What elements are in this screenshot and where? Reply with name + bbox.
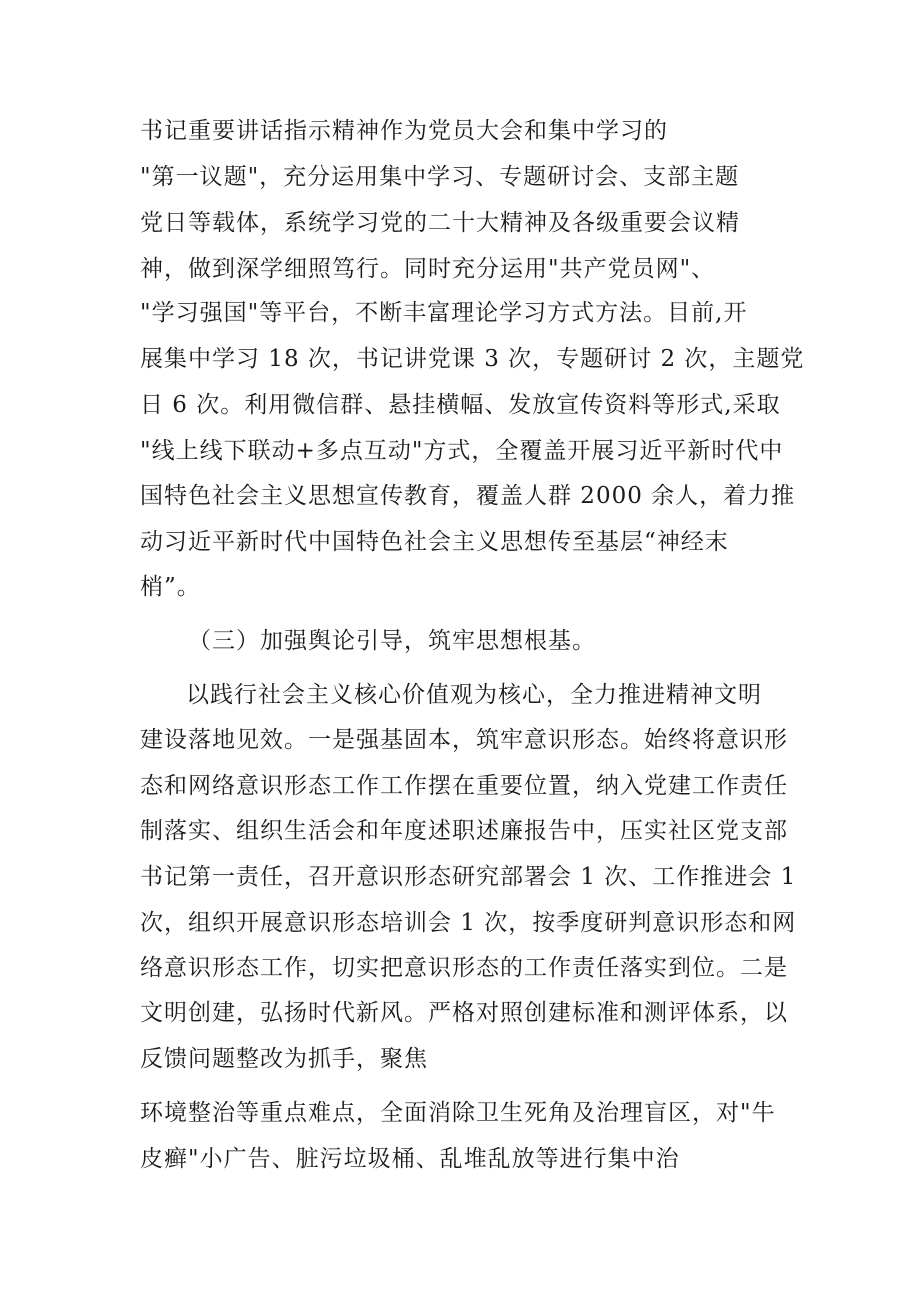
paragraph-line: 党日等载体，系统学习党的二十大精神及各级重要会议精 (140, 210, 740, 236)
paragraph-line: 建设落地见效。一是强基固本，筑牢意识形态。始终将意识形 (140, 727, 788, 753)
paragraph-line: "线上线下联动+多点互动"方式，全覆盖开展习近平新时代中 (140, 438, 784, 464)
paragraph-line: 文明创建，弘扬时代新风。严格对照创建标准和测评体系，以 (140, 1000, 788, 1026)
paragraph-line: 书记重要讲话指示精神作为党员大会和集中学习的 (140, 118, 668, 144)
paragraph-line: "学习强国"等平台，不断丰富理论学习方式方法。目前,开 (140, 300, 748, 326)
paragraph-line: 态和网络意识形态工作工作摆在重要位置，纳入党建工作责任 (140, 773, 788, 799)
section-heading: （三）加强舆论引导，筑牢思想根基。 (188, 628, 596, 654)
paragraph-line: 反馈问题整改为抓手，聚焦 (140, 1046, 428, 1072)
paragraph-line: 次，组织开展意识形态培训会 1 次，按季度研判意识形态和网 (140, 910, 797, 936)
paragraph-line: 展集中学习 18 次，书记讲党课 3 次，专题研讨 2 次，主题党 (140, 346, 805, 372)
paragraph-line: 日 6 次。利用微信群、悬挂横幅、发放宣传资料等形式,采取 (140, 392, 781, 418)
paragraph-line: 皮癣"小广告、脏污垃圾桶、乱堆乱放等进行集中治 (140, 1146, 680, 1172)
paragraph-line: 制落实、组织生活会和年度述职述廉报告中，压实社区党支部 (140, 818, 788, 844)
paragraph-line: "第一议题"，充分运用集中学习、专题研讨会、支部主题 (140, 164, 740, 190)
paragraph-line: 环境整治等重点难点，全面消除卫生死角及治理盲区，对"牛 (140, 1100, 776, 1126)
paragraph-line: 国特色社会主义思想宣传教育，覆盖人群 2000 余人，着力推 (140, 483, 796, 509)
paragraph-line: 梢”。 (140, 574, 201, 600)
paragraph-line: 书记第一责任，召开意识形态研究部署会 1 次、工作推进会 1 (140, 864, 797, 890)
paragraph-line: 以践行社会主义核心价值观为核心，全力推进精神文明 (186, 682, 762, 708)
paragraph-line: 络意识形态工作，切实把意识形态的工作责任落实到位。二是 (140, 955, 788, 981)
paragraph-line: 动习近平新时代中国特色社会主义思想传至基层“神经末 (140, 529, 729, 555)
paragraph-line: 神，做到深学细照笃行。同时充分运用"共产党员网"、 (140, 256, 716, 282)
